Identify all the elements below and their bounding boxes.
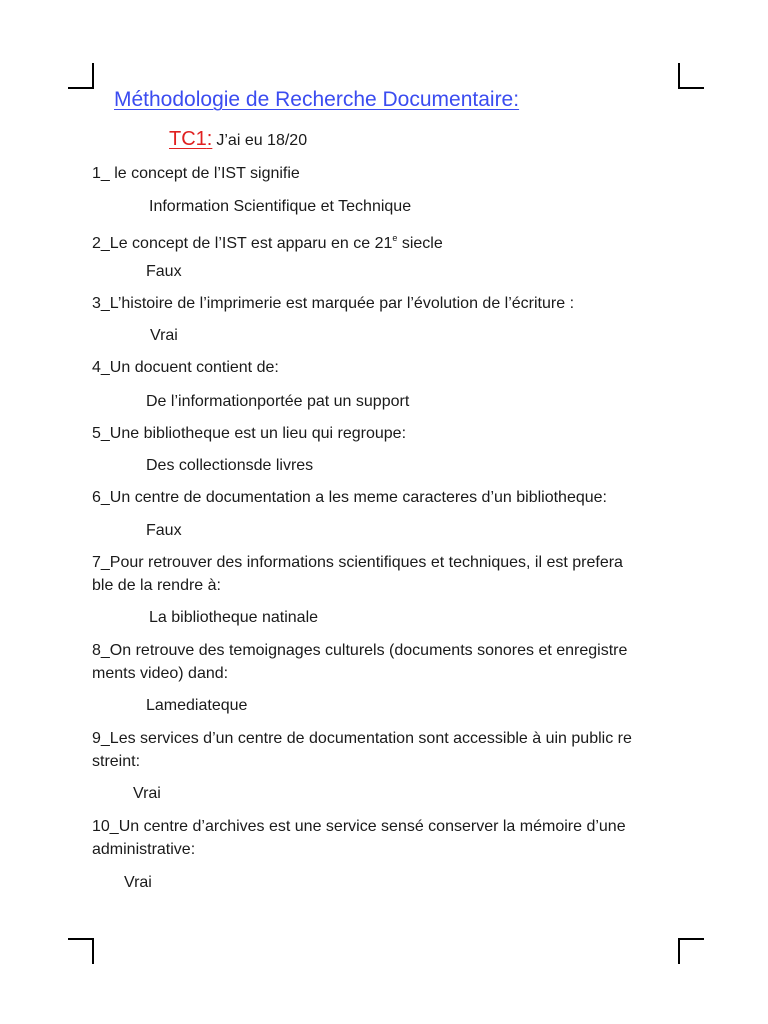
answer-4: De l’informationportée pat un support (146, 393, 410, 410)
test-label-text: TC1 (169, 128, 207, 150)
answer-9: Vrai (133, 785, 161, 802)
document-title: Méthodologie de Recherche Documentaire: (114, 88, 520, 111)
answer-5: Des collectionsde livres (146, 457, 314, 474)
test-score: J’ai eu 18/20 (216, 132, 308, 149)
question-6: 6_Un centre de documentation a les meme caracteres d’un bibliotheque: (92, 489, 607, 506)
question-7-line-1: 7_Pour retrouver des informations scientifiques et techniques, il est prefera (92, 554, 623, 571)
question-8 (92, 639, 682, 685)
answer-2: Faux (146, 263, 182, 280)
question-2-superscript: e (392, 233, 398, 243)
crop-mark-bottom-left (68, 938, 94, 964)
question-2-text: 2_Le concept de l’IST est apparu en ce 21 (92, 235, 393, 252)
test-header (169, 128, 307, 151)
question-1: 1_ le concept de l’IST signifie (92, 165, 300, 182)
question-9 (92, 727, 682, 773)
question-9-line-2: streint: (92, 753, 141, 770)
crop-mark-bottom-right (678, 938, 704, 964)
test-label-colon: : (206, 128, 213, 150)
question-3: 3_L’histoire de l’imprimerie est marquée par l’évolution de l’écriture : (92, 295, 575, 312)
answer-7: La bibliotheque natinale (149, 609, 319, 626)
test-label (169, 128, 212, 150)
question-9-line-1: 9_Les services d’un centre de documentation sont accessible à uin public re (92, 730, 632, 747)
answer-1: Information Scientifique et Technique (149, 198, 412, 215)
question-7 (92, 551, 682, 597)
question-8-line-2: ments video) dand: (92, 665, 229, 682)
question-10-line-1: 10_Un centre d’archives est une service sensé conserver la mémoire d’une (92, 818, 626, 835)
crop-mark-top-right (678, 63, 704, 89)
answer-8: Lamediateque (146, 697, 248, 714)
answer-3: Vrai (150, 327, 178, 344)
answer-10: Vrai (124, 874, 152, 891)
question-5: 5_Une bibliotheque est un lieu qui regroupe: (92, 425, 407, 442)
crop-mark-top-left (68, 63, 94, 89)
question-2 (92, 227, 682, 255)
question-7-line-2: ble de la rendre à: (92, 577, 221, 594)
question-8-line-1: 8_On retrouve des temoignages culturels (documents sonores et enregistre (92, 642, 628, 659)
question-4: 4_Un docuent contient de: (92, 359, 279, 376)
question-10-line-2: administrative: (92, 841, 196, 858)
question-10 (92, 815, 682, 861)
answer-6: Faux (146, 522, 182, 539)
question-2-text-end: siecle (397, 235, 443, 252)
